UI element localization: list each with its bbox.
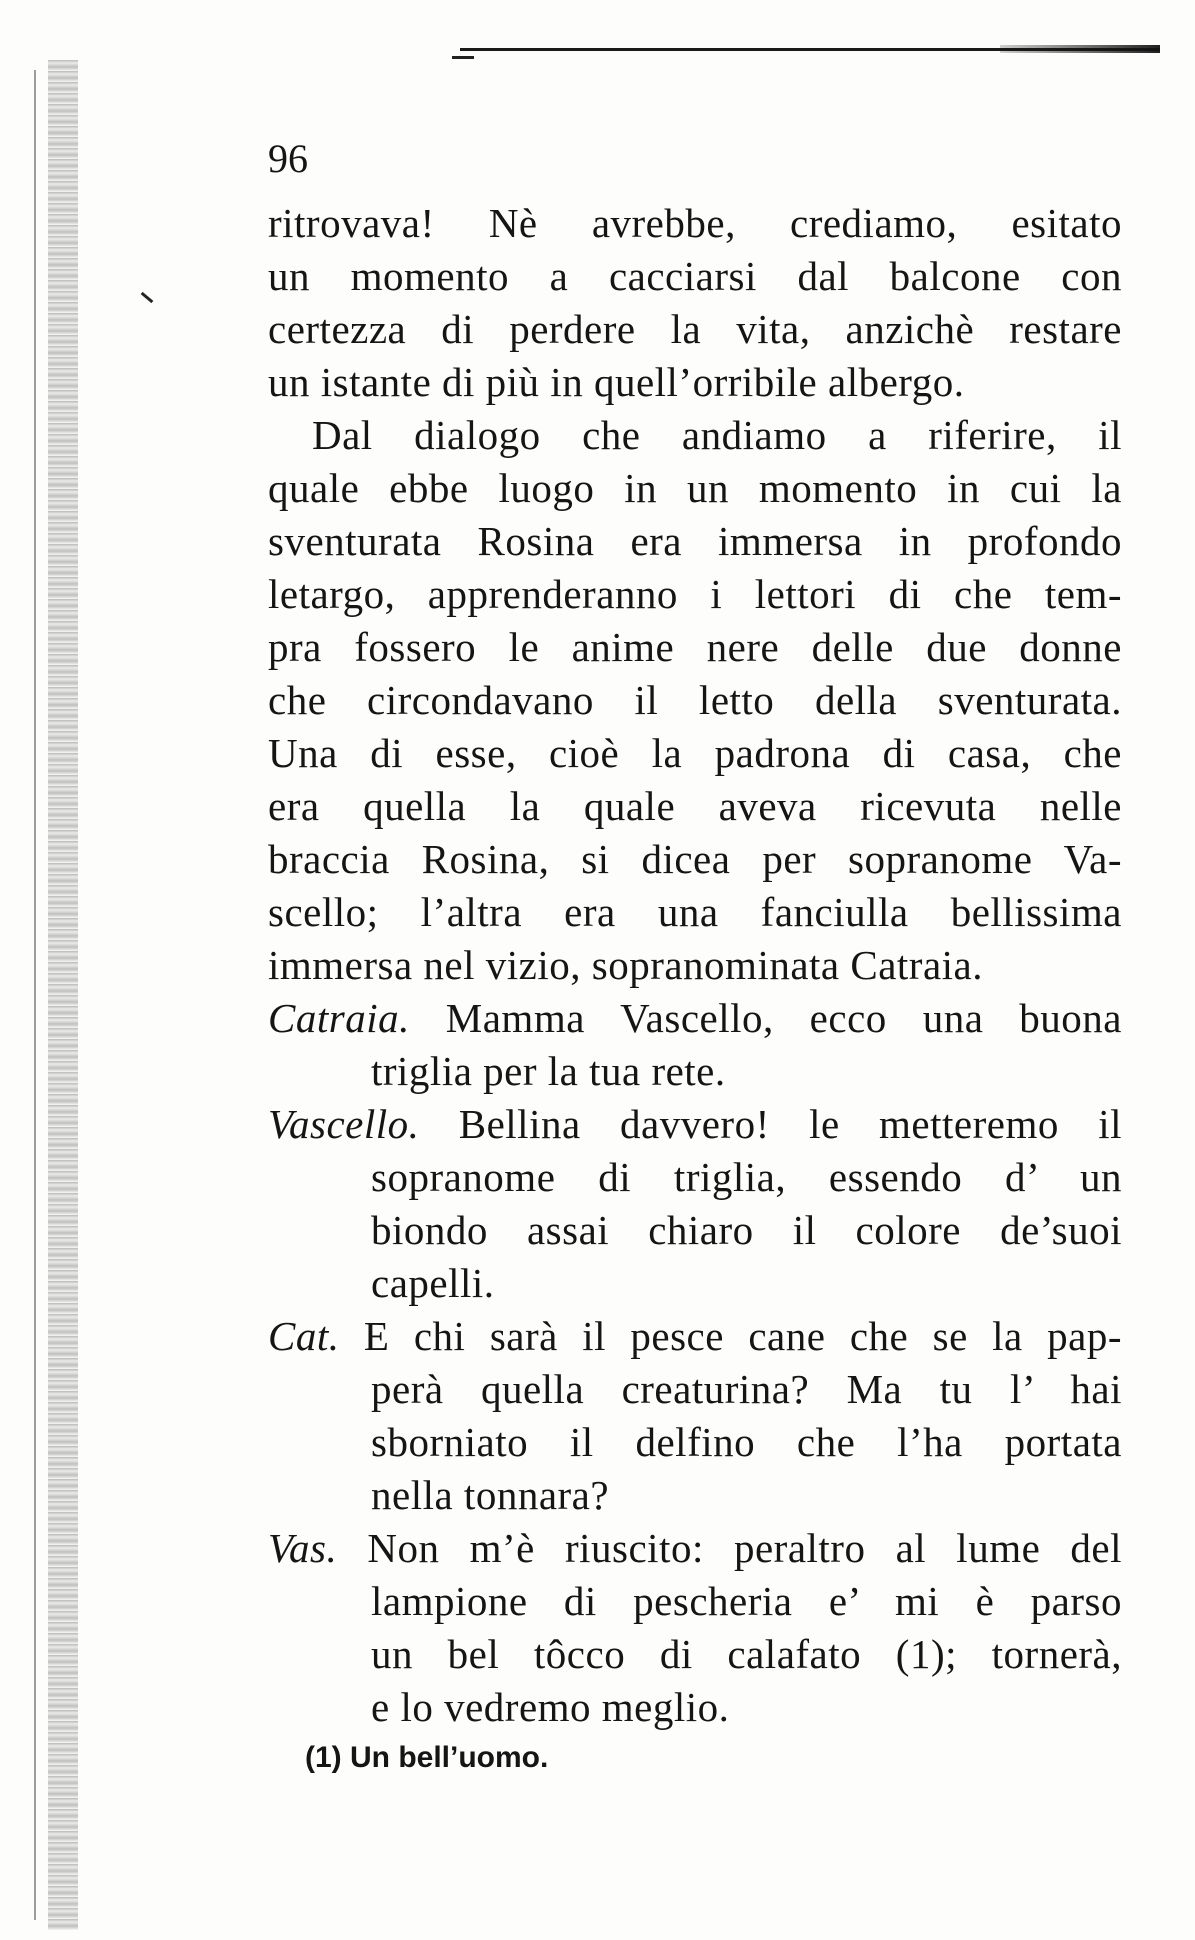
- page-text: [268, 197, 1122, 1734]
- dialogue-first-line: [268, 1310, 1122, 1363]
- text-line: un istante di più in quell’orribile albergo.: [268, 359, 965, 405]
- text-line: certezza di perdere la vita, anzichè restare: [268, 306, 1122, 352]
- footnote: (1) Un bell’uomo.: [305, 1741, 549, 1774]
- dialogue-line: e lo vedremo meglio.: [371, 1684, 730, 1730]
- dialogue-text: E chi sarà il pesce cane che se la pap-: [363, 1313, 1123, 1359]
- page-edge-line: [34, 70, 36, 1920]
- text-line: era quella la quale aveva ricevuta nelle: [268, 783, 1122, 829]
- dialogue-text: Bellina davvero! le metteremo il: [458, 1101, 1122, 1147]
- text-line: sventurata Rosina era immersa in profondo: [268, 518, 1122, 564]
- speaker-name: Vas.: [268, 1525, 338, 1571]
- dialogue-line: capelli.: [371, 1260, 495, 1306]
- text-line: immersa nel vizio, sopranominata Catraia.: [268, 942, 983, 988]
- text-line: quale ebbe luogo in un momento in cui la: [268, 465, 1122, 511]
- ink-speck: [141, 292, 154, 303]
- speaker-name: Cat.: [268, 1313, 340, 1359]
- speaker-name: Catraia.: [268, 995, 410, 1041]
- top-rule-mark: [452, 56, 474, 59]
- speaker-name: Vascello.: [268, 1101, 420, 1147]
- text-line: scello; l’altra era una fanciulla bellissima: [268, 889, 1122, 935]
- dialogue-vascello-1: [268, 1098, 1122, 1310]
- text-line: ritrovava! Nè avrebbe, crediamo, esitato: [268, 200, 1122, 246]
- dialogue-line: un bel tôcco di calafato (1); tornerà,: [371, 1631, 1122, 1677]
- text-line: letargo, apprenderanno i lettori di che tem-: [268, 571, 1122, 617]
- dialogue-line: perà quella creaturina? Ma tu l’ hai: [371, 1366, 1122, 1412]
- text-line: pra fossero le anime nere delle due donne: [268, 624, 1122, 670]
- dialogue-line: triglia per la tua rete.: [371, 1048, 726, 1094]
- text-line: Una di esse, cioè la padrona di casa, che: [268, 730, 1122, 776]
- dialogue-line: nella tonnara?: [371, 1472, 610, 1518]
- text-line: braccia Rosina, si dicea per sopranome Va-: [268, 836, 1122, 882]
- text-line: che circondavano il letto della sventurata.: [268, 677, 1122, 723]
- dialogue-first-line: [268, 1098, 1122, 1151]
- dialogue-line: sopranome di triglia, essendo d’ un: [371, 1154, 1122, 1200]
- dialogue-line: biondo assai chiaro il colore de’suoi: [371, 1207, 1122, 1253]
- page-binding-shadow: [48, 60, 78, 1930]
- dialogue-first-line: [268, 1522, 1122, 1575]
- dialogue-text: Non m’è riuscito: peraltro al lume del: [367, 1525, 1123, 1571]
- dialogue-vascello-2: [268, 1522, 1122, 1734]
- dialogue-text: Mamma Vascello, ecco una buona: [445, 995, 1123, 1041]
- text-line: un momento a cacciarsi dal balcone con: [268, 253, 1122, 299]
- top-rule-thick-end: [1000, 45, 1160, 53]
- dialogue-catraia-1: [268, 992, 1122, 1098]
- dialogue-first-line: [268, 992, 1122, 1045]
- dialogue-catraia-2: [268, 1310, 1122, 1522]
- page-number: 96: [268, 136, 308, 181]
- text-line: Dal dialogo che andiamo a riferire, il: [312, 412, 1122, 458]
- dialogue-line: sborniato il delfino che l’ha portata: [371, 1419, 1122, 1465]
- dialogue-line: lampione di pescheria e’ mi è parso: [371, 1578, 1122, 1624]
